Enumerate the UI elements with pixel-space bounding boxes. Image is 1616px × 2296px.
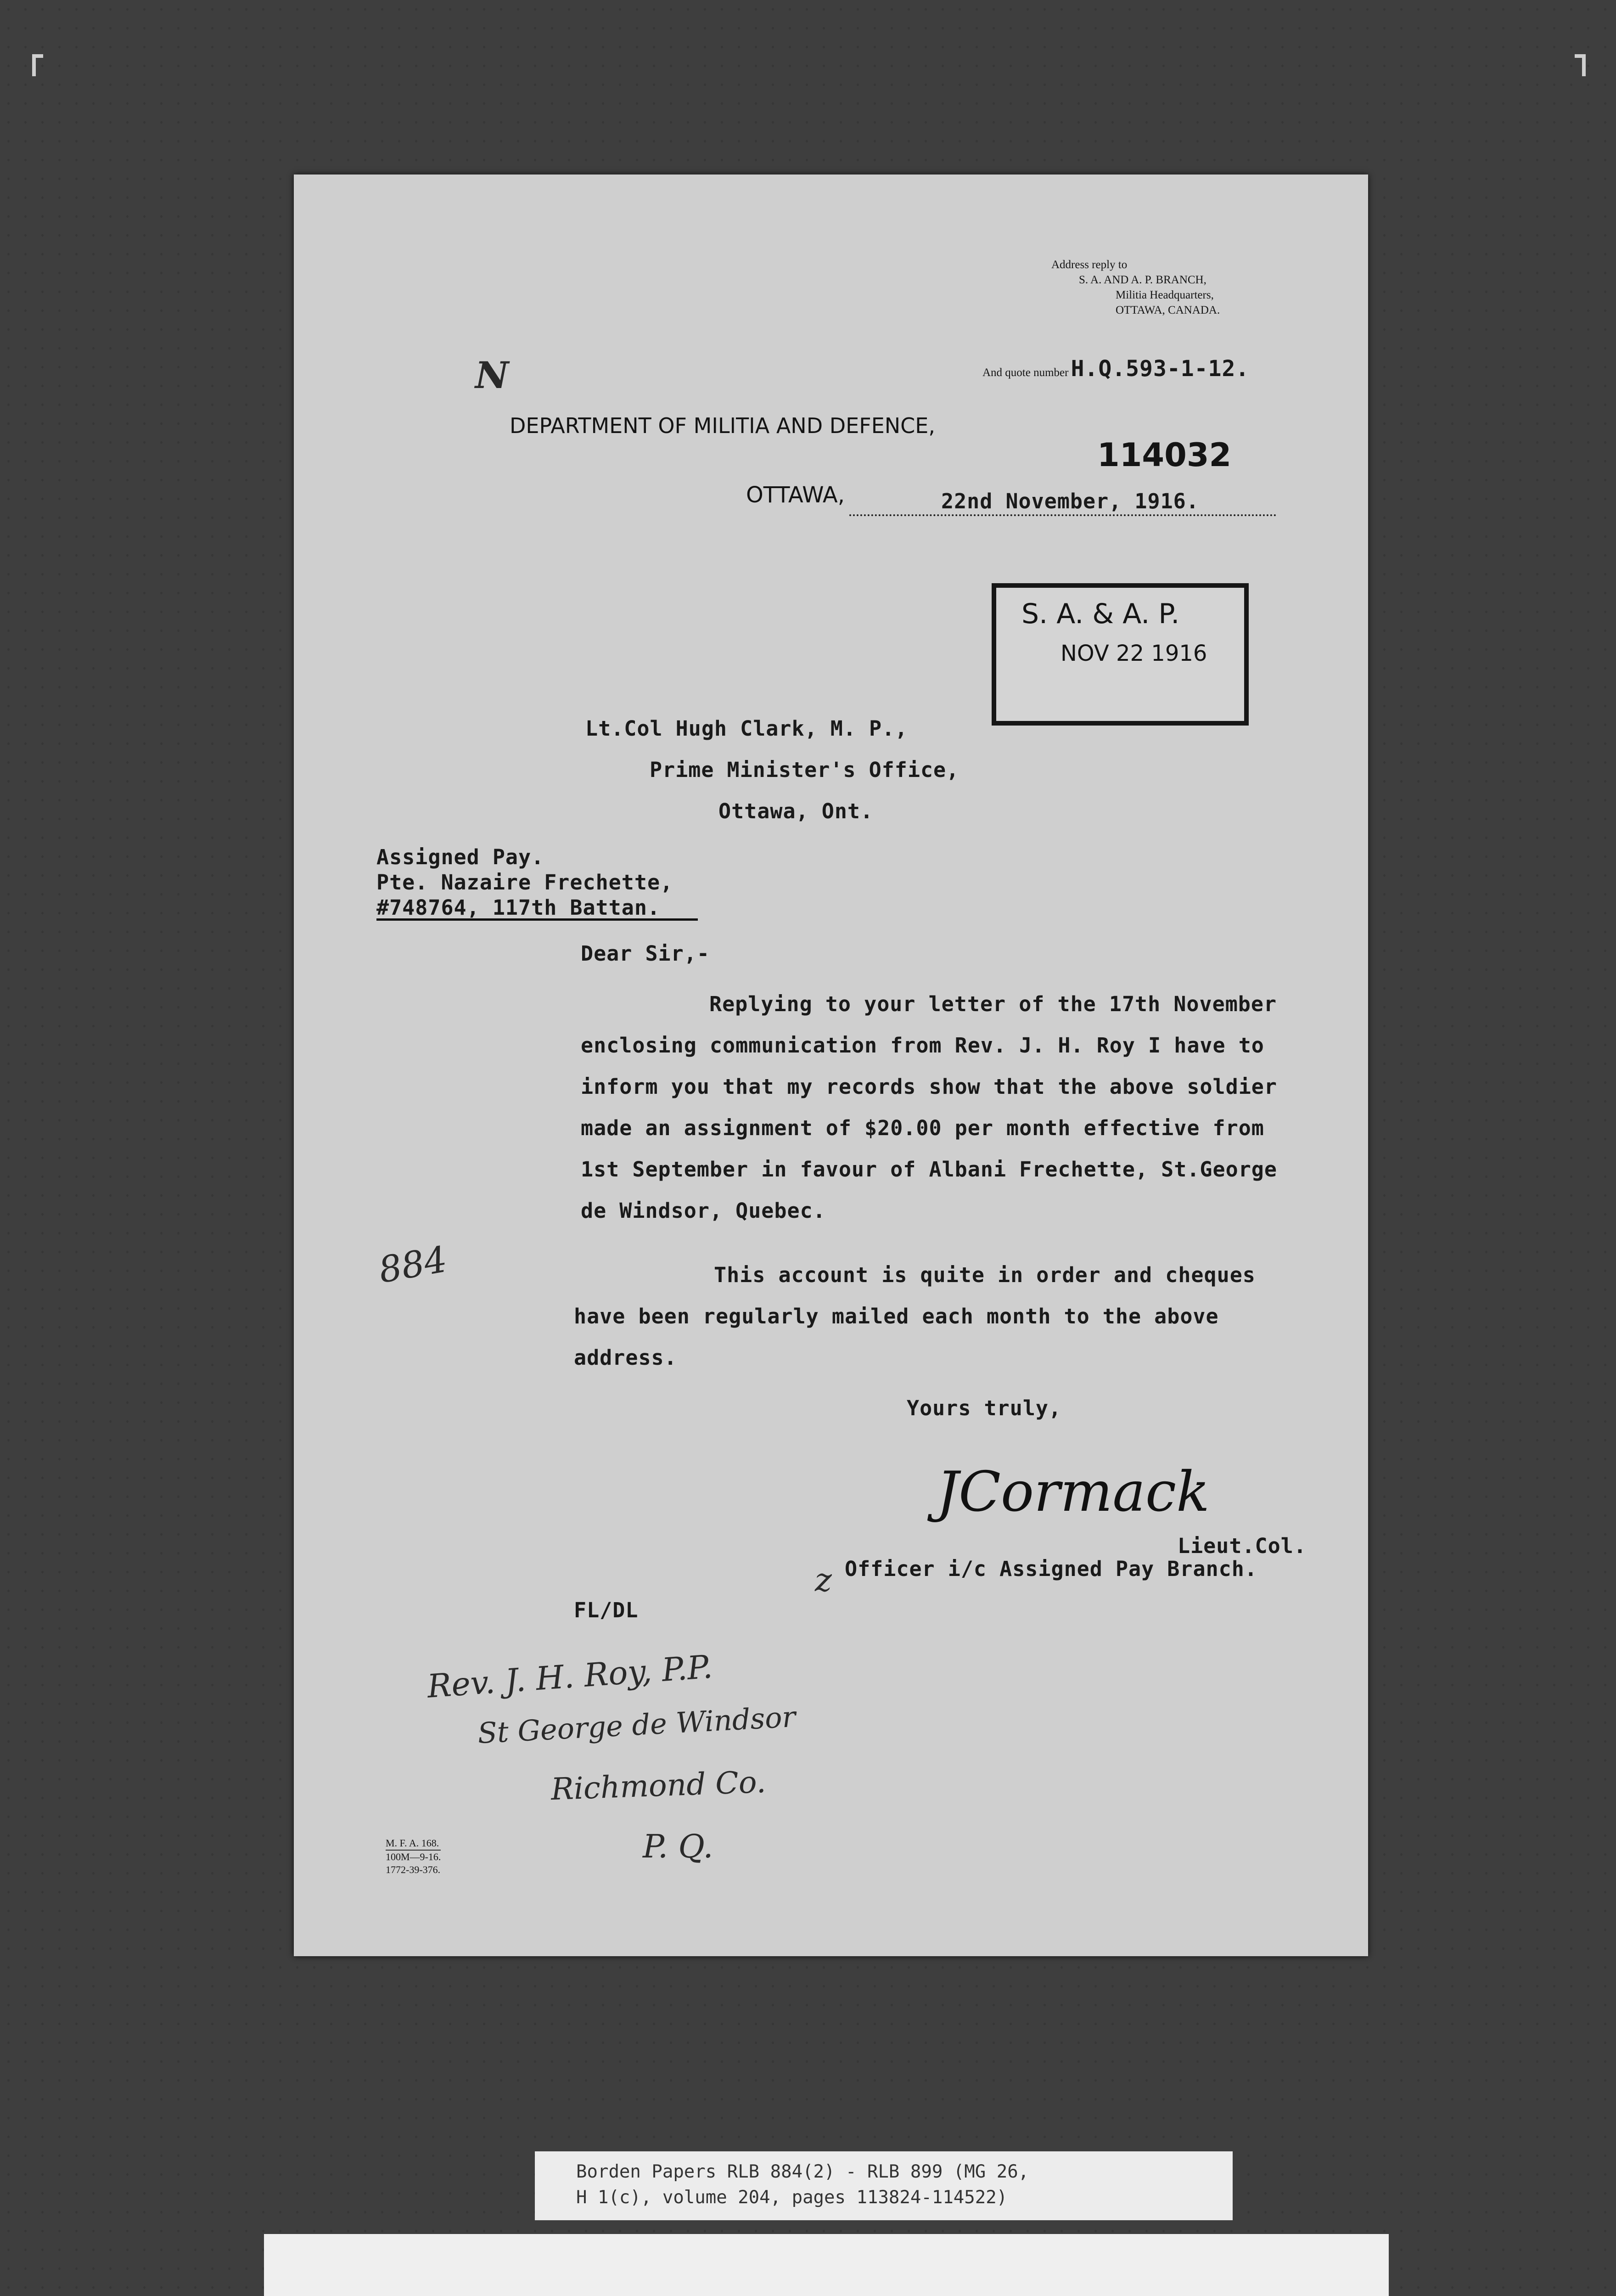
reference-initials: FL/DL	[574, 1598, 639, 1622]
quote-number: H.Q.593-1-12.	[1071, 356, 1250, 382]
subject-underline	[376, 918, 698, 921]
department-name: DEPARTMENT OF MILITIA AND DEFENCE,	[510, 413, 935, 438]
form-code	[386, 1837, 441, 1876]
stamp-title: S. A. & A. P.	[1021, 598, 1180, 630]
file-number: 114032	[1097, 436, 1232, 474]
city: OTTAWA,	[746, 482, 845, 508]
handwritten-line: Rev. J. H. Roy, P.P.	[426, 1648, 714, 1705]
caption-line: H 1(c), volume 204, pages 113824-114522)	[576, 2187, 1008, 2208]
address-reply-line: Militia Headquarters,	[1116, 289, 1214, 301]
salutation: Dear Sir,-	[581, 941, 710, 966]
recipient-line: Prime Minister's Office,	[650, 758, 960, 782]
caption-line: Borden Papers RLB 884(2) - RLB 899 (MG 26,	[576, 2161, 1029, 2182]
caption-card	[535, 2151, 1233, 2220]
received-stamp	[992, 583, 1249, 726]
body-line: enclosing communication from Rev. J. H. Roy I have to	[581, 1033, 1264, 1058]
recipient-line: Lt.Col Hugh Clark, M. P.,	[585, 716, 908, 741]
quote-number-label: And quote number	[982, 366, 1069, 379]
margin-initial-mark: N	[475, 354, 509, 397]
subject-line: Assigned Pay.	[376, 845, 544, 869]
address-reply-line: S. A. AND A. P. BRANCH,	[1079, 274, 1206, 286]
address-reply-line: Address reply to	[1051, 259, 1128, 271]
body-line: This account is quite in order and cheques	[714, 1263, 1256, 1287]
corner-mark-top-left	[32, 54, 43, 76]
handwritten-line: Richmond Co.	[550, 1764, 767, 1807]
signature-rank: Lieut.Col.	[1178, 1534, 1307, 1558]
body-line: inform you that my records show that the above soldier	[581, 1075, 1277, 1099]
handwritten-line: St George de Windsor	[477, 1699, 797, 1750]
subject-line: Pte. Nazaire Frechette,	[376, 870, 673, 895]
tick-mark: z	[815, 1561, 832, 1599]
subject-line: #748764, 117th Battan.	[376, 895, 661, 920]
address-reply-line: OTTAWA, CANADA.	[1116, 304, 1220, 316]
body-line: 1st September in favour of Albani Frechette, St.George	[581, 1157, 1277, 1182]
stamp-date: NOV 22 1916	[1060, 641, 1207, 666]
corner-mark-top-right	[1575, 54, 1586, 76]
body-line: address.	[574, 1345, 677, 1370]
handwritten-line: P. Q.	[643, 1828, 713, 1865]
quote-number-row	[982, 356, 1249, 382]
form-code-line: M. F. A. 168.	[386, 1837, 439, 1849]
date-underline	[849, 514, 1276, 516]
body-line: made an assignment of $20.00 per month effective from	[581, 1116, 1264, 1140]
signature-title: Officer i/c Assigned Pay Branch.	[845, 1557, 1257, 1581]
letter-page	[294, 174, 1368, 1956]
body-line: de Windsor, Quebec.	[581, 1199, 826, 1223]
signature: JCormack	[937, 1460, 1210, 1524]
form-code-line: 1772-39-376.	[386, 1864, 441, 1875]
margin-note-handwritten: 884	[376, 1238, 450, 1292]
recipient-line: Ottawa, Ont.	[718, 799, 874, 823]
letter-date: 22nd November, 1916.	[941, 489, 1199, 513]
address-reply-block	[1051, 257, 1220, 318]
body-line: Replying to your letter of the 17th November	[709, 992, 1277, 1016]
closing: Yours truly,	[907, 1396, 1062, 1420]
form-code-line: 100M—9-16.	[386, 1850, 441, 1863]
body-line: have been regularly mailed each month to the above	[574, 1304, 1219, 1328]
archives-card	[264, 2234, 1389, 2296]
